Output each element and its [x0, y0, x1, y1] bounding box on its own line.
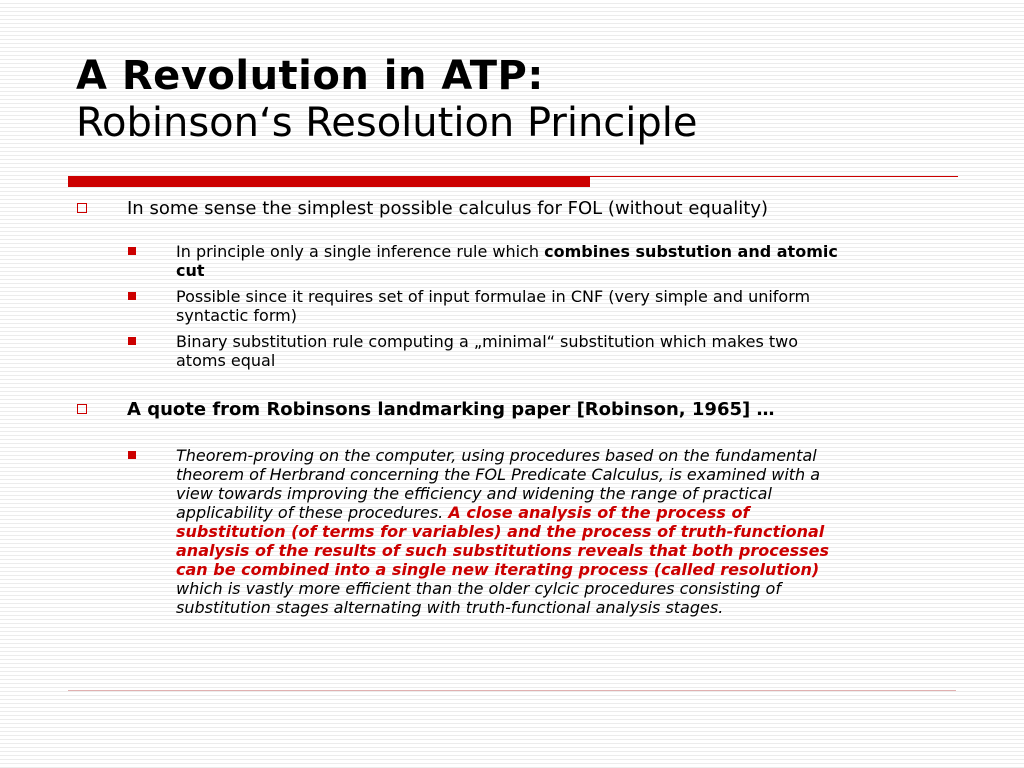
bullet-2-text: A quote from Robinsons landmarking paper [Robinson, 1965] … — [127, 399, 775, 420]
bullet-1-sub-2-text: Possible since it requires set of input formulae in CNF (very simple and uniform syntactic form) — [176, 287, 811, 325]
title-main: A Revolution in ATP: — [76, 53, 544, 99]
quote-part-1: Theorem-proving on the computer, using procedures based on the fundamental theorem of Herbrand concerning the FOL Predicate Calculus, is examined with a view towards improving the efficiency and widening the range of practical applicability of these procedures. — [176, 446, 821, 522]
bullet-2 — [76, 399, 956, 421]
filled-square-bullet-icon — [128, 247, 136, 255]
footer-divider-line — [68, 690, 956, 691]
bullet-1-sub-3 — [76, 332, 848, 370]
filled-square-bullet-icon — [128, 292, 136, 300]
bullet-1-sub-1-bold: combines substution and atomic cut — [176, 242, 838, 280]
bullet-1-sub-3-text: Binary substitution rule computing a „minimal“ substitution which makes two atoms equal — [176, 332, 799, 370]
hollow-square-bullet-icon — [77, 404, 87, 414]
filled-square-bullet-icon — [128, 337, 136, 345]
bullet-1-sub-1 — [76, 242, 848, 280]
quote-part-3: which is vastly more efficient than the older cylcic procedures consisting of substitution stages alternating with truth-functional analysis stages. — [176, 579, 781, 617]
bullet-1-sub-2 — [76, 287, 848, 325]
bullet-1-sub-1-text: In principle only a single inference rule which — [176, 242, 545, 261]
slide-body — [76, 198, 956, 617]
bullet-1 — [76, 198, 956, 220]
title-subtitle: Robinson‘s Resolution Principle — [76, 100, 698, 146]
title-accent-bar — [68, 176, 590, 187]
quote-highlight: A close analysis of the process of substitution (of terms for variables) and the process of truth-functional analysis of the results of such substitutions reveals that both processes can be combined into a single new iterating process (called resolution) — [176, 503, 830, 579]
slide-title — [76, 53, 698, 146]
title-divider-line — [590, 176, 958, 177]
bullet-2-sub-1-quote — [76, 446, 848, 617]
hollow-square-bullet-icon — [77, 203, 87, 213]
filled-square-bullet-icon — [128, 451, 136, 459]
bullet-1-text: In some sense the simplest possible calculus for FOL (without equality) — [127, 198, 769, 219]
